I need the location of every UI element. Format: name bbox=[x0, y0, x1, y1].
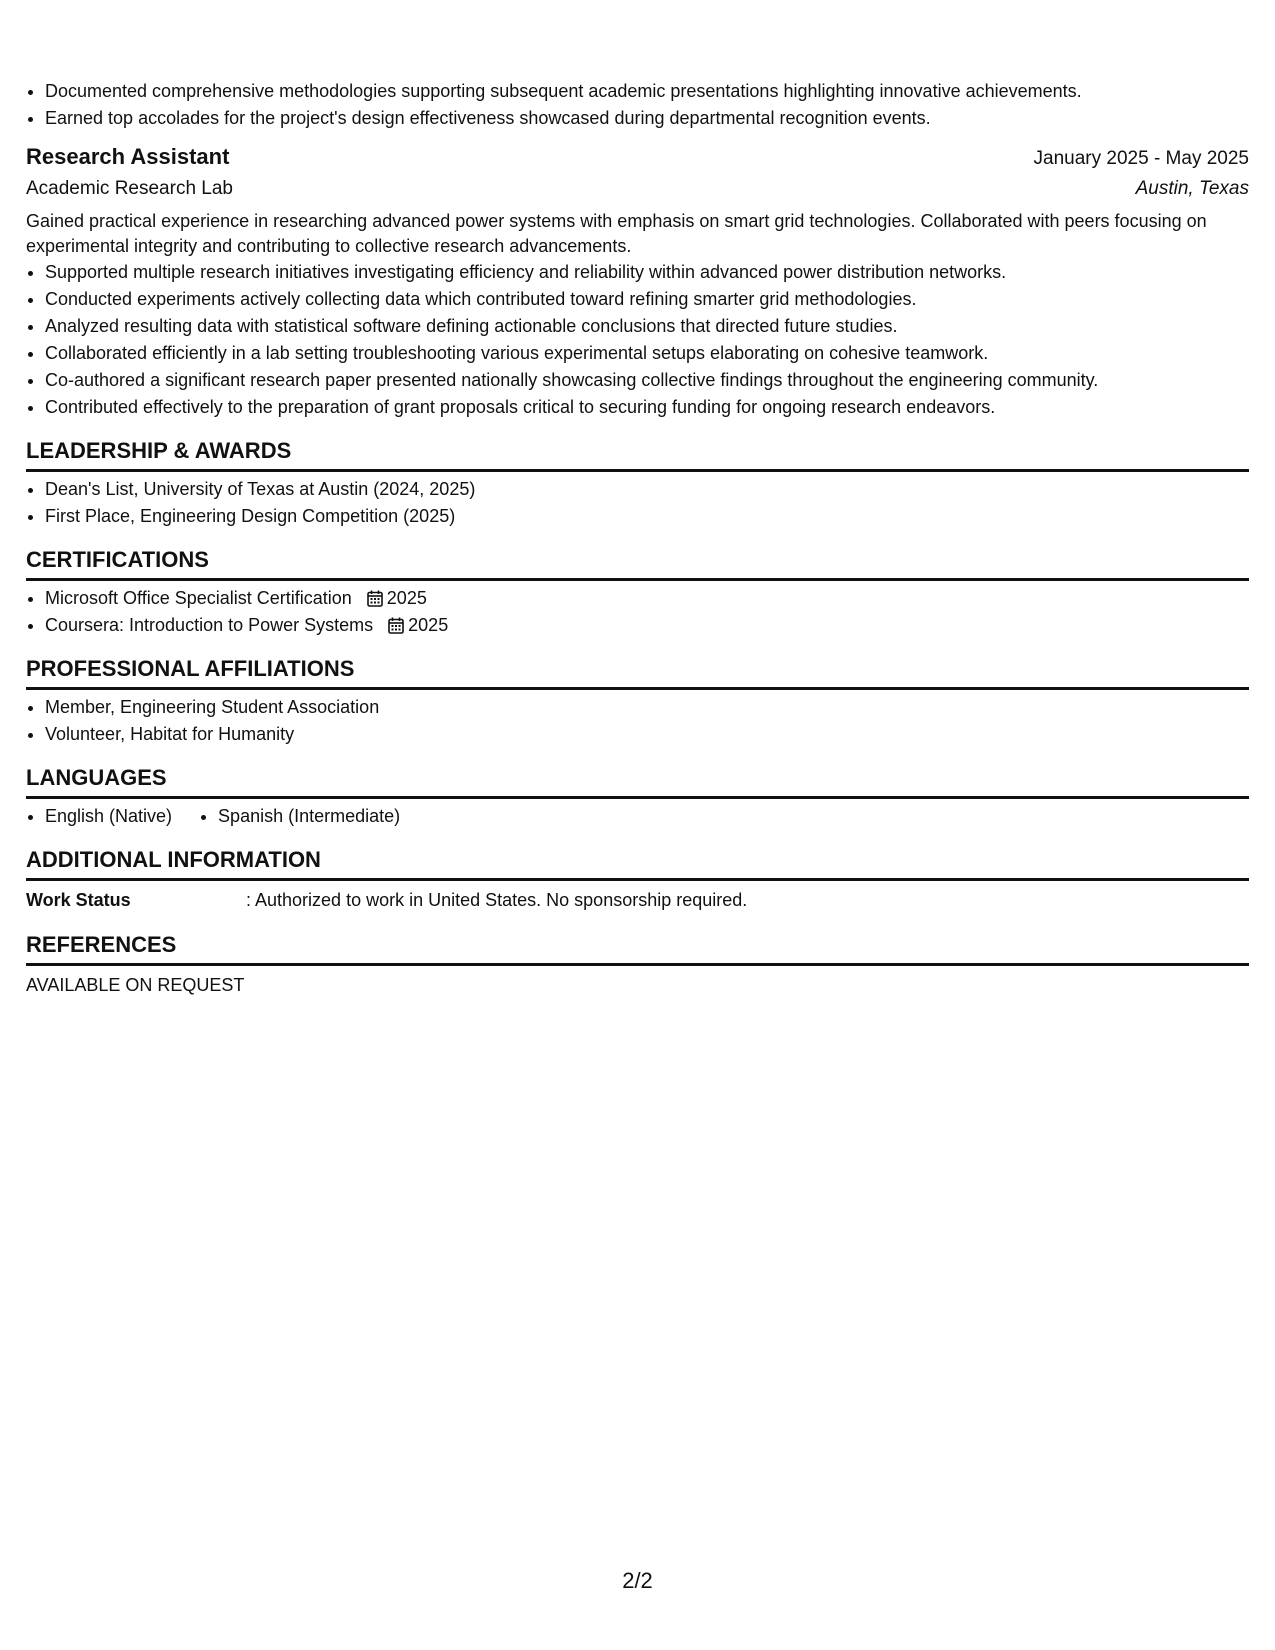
page-number: 2/2 bbox=[622, 1568, 653, 1593]
section-heading: CERTIFICATIONS bbox=[26, 546, 1249, 581]
role-location: Austin, Texas bbox=[1135, 178, 1249, 199]
list-item: • Supported multiple research initiatives investigating efficiency and reliability within advanced power distribution networks. bbox=[45, 259, 1249, 286]
work-status-label: Work Status bbox=[26, 890, 131, 910]
certifications-section bbox=[26, 546, 1249, 639]
resume-page bbox=[26, 78, 1249, 1000]
research-assistant-entry bbox=[26, 142, 1249, 421]
list-item: • Conducted experiments actively collecting data which contributed toward refining smarter grid methodologies. bbox=[45, 286, 1249, 313]
affiliations-section bbox=[26, 655, 1249, 748]
list-item: • Analyzed resulting data with statistical software defining actionable conclusions that directed future studies. bbox=[45, 313, 1249, 340]
certification-year: 2025 bbox=[386, 588, 427, 608]
section-heading: LANGUAGES bbox=[26, 764, 1249, 799]
section-heading: ADDITIONAL INFORMATION bbox=[26, 846, 1249, 881]
role-summary: Gained practical experience in researching advanced power systems with emphasis on smart grid technologies. Collaborated with peers focusing on experimental integrity and contributing to collective research advancements. bbox=[26, 211, 1207, 256]
section-heading: REFERENCES bbox=[26, 931, 1249, 966]
list-item: • Spanish (Intermediate) bbox=[218, 803, 400, 830]
role-dates: January 2025 - May 2025 bbox=[1033, 148, 1249, 169]
list-item bbox=[45, 612, 1249, 639]
role-bullets bbox=[26, 259, 1249, 421]
list-item bbox=[45, 585, 1249, 612]
leadership-section bbox=[26, 437, 1249, 530]
calendar-icon bbox=[388, 617, 404, 634]
languages-section bbox=[26, 764, 1249, 830]
list-item: • Member, Engineering Student Association bbox=[45, 694, 1249, 721]
organization-name: Academic Research Lab bbox=[26, 178, 233, 199]
list-item: • Contributed effectively to the preparation of grant proposals critical to securing funding for ongoing research endeavors. bbox=[45, 394, 1249, 421]
section-heading: PROFESSIONAL AFFILIATIONS bbox=[26, 655, 1249, 690]
certification-year: 2025 bbox=[408, 615, 449, 635]
calendar-icon bbox=[367, 590, 383, 607]
section-heading: LEADERSHIP & AWARDS bbox=[26, 437, 1249, 472]
previous-role-bullets bbox=[26, 78, 1249, 132]
work-status-value: : Authorized to work in United States. No sponsorship required. bbox=[246, 890, 748, 910]
list-item: • Collaborated efficiently in a lab setting troubleshooting various experimental setups elaborating on cohesive teamwork. bbox=[45, 340, 1249, 367]
certification-name: Coursera: Introduction to Power Systems bbox=[45, 615, 374, 635]
certification-name: Microsoft Office Specialist Certification bbox=[45, 588, 352, 608]
role-title: Research Assistant bbox=[26, 144, 230, 169]
list-item: • English (Native) bbox=[45, 803, 172, 830]
additional-info-section bbox=[26, 846, 1249, 915]
references-text: AVAILABLE ON REQUEST bbox=[26, 975, 245, 995]
list-item: • Documented comprehensive methodologies supporting subsequent academic presentations highlighting innovative achievements. bbox=[45, 78, 1249, 105]
list-item: • Earned top accolades for the project's design effectiveness showcased during departmental recognition events. bbox=[45, 105, 1249, 132]
list-item: • Co-authored a significant research paper presented nationally showcasing collective findings throughout the engineering community. bbox=[45, 367, 1249, 394]
list-item: • Dean's List, University of Texas at Austin (2024, 2025) bbox=[45, 476, 1249, 503]
list-item: • Volunteer, Habitat for Humanity bbox=[45, 721, 1249, 748]
references-section bbox=[26, 931, 1249, 1000]
list-item: • First Place, Engineering Design Competition (2025) bbox=[45, 503, 1249, 530]
